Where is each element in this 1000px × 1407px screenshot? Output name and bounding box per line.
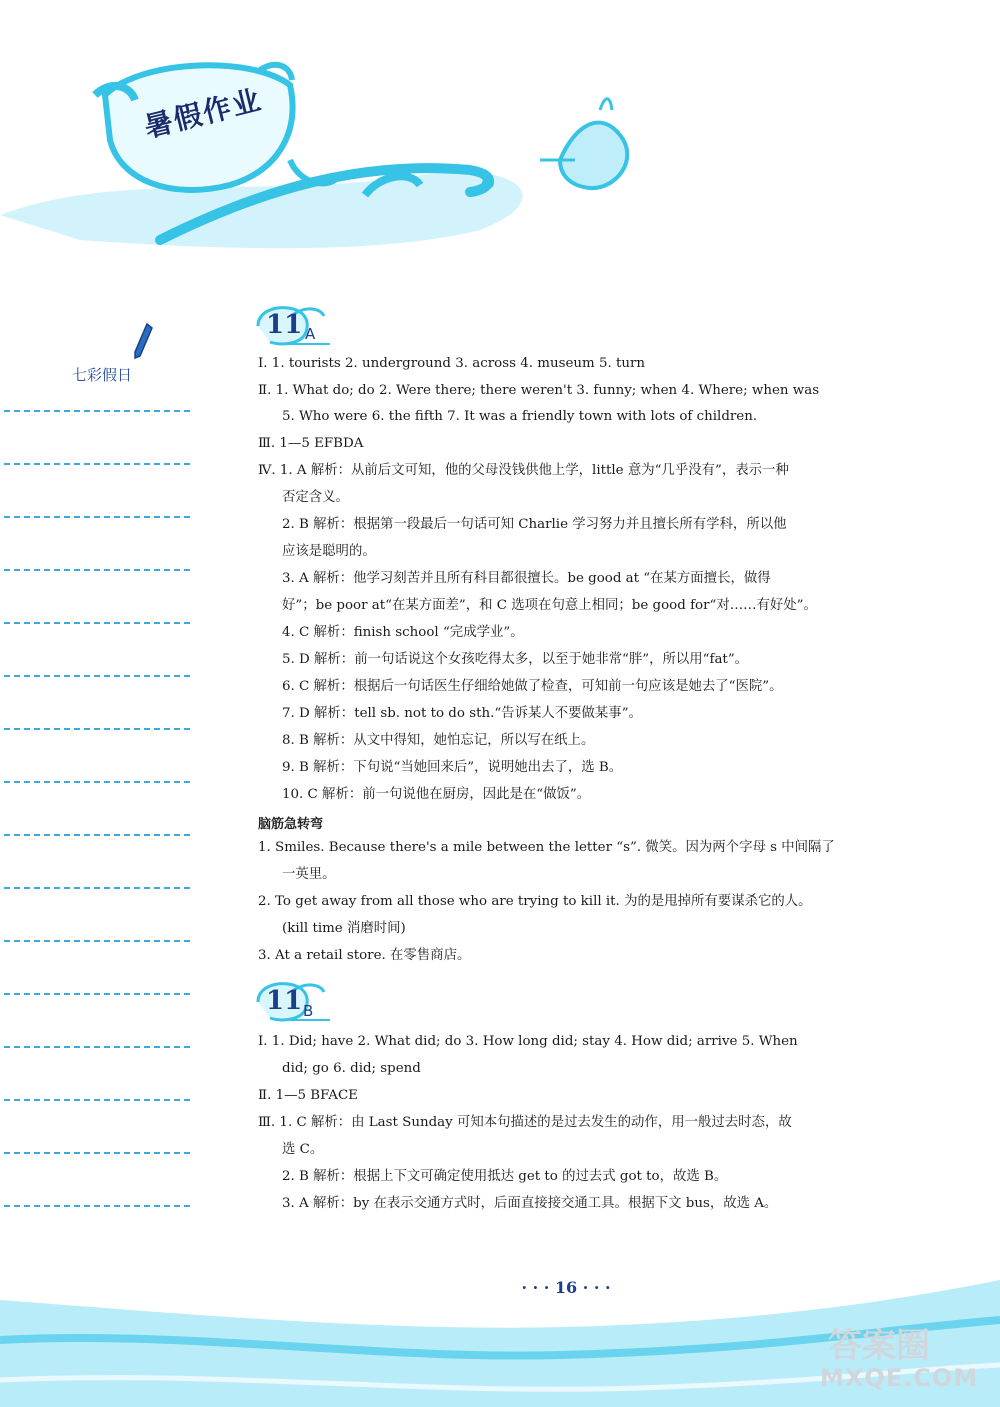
answer-line: 选 C。 bbox=[282, 1142, 324, 1157]
answer-line: Ⅲ. 1. C 解析：由 Last Sunday 可知本句描述的是过去发生的动作，用一般过去时态，故 bbox=[258, 1115, 792, 1130]
answer-line: Ⅱ. 1—5 BFACE bbox=[258, 1088, 358, 1103]
note-line bbox=[4, 940, 190, 942]
answer-line: 3. A 解析：by 在表示交通方式时，后面直接接交通工具。根据下文 bus，故选 A。 bbox=[282, 1196, 778, 1211]
note-line bbox=[4, 1099, 190, 1101]
answer-line: (kill time 消磨时间) bbox=[282, 921, 406, 936]
answer-line: Ⅳ. 1. A 解析：从前后文可知，他的父母没钱供他上学，little 意为“几乎没有”，表示一种 bbox=[258, 463, 789, 478]
pen-icon bbox=[132, 322, 154, 362]
answer-line: 5. Who were 6. the fifth 7. It was a friendly town with lots of children. bbox=[282, 409, 758, 424]
note-line bbox=[4, 781, 190, 783]
section-number: 11 bbox=[266, 310, 303, 340]
answer-line: Ⅰ. 1. tourists 2. underground 3. across 4. museum 5. turn bbox=[258, 356, 646, 371]
note-line bbox=[4, 1152, 190, 1154]
answer-line: Ⅱ. 1. What do; do 2. Were there; there weren't 3. funny; when 4. Where; when was bbox=[258, 383, 820, 398]
note-line bbox=[4, 463, 190, 465]
note-line bbox=[4, 834, 190, 836]
note-line bbox=[4, 1046, 190, 1048]
answer-line: 7. D 解析：tell sb. not to do sth.“告诉某人不要做某事”。 bbox=[282, 706, 642, 721]
answer-line: 3. At a retail store. 在零售商店。 bbox=[258, 948, 471, 963]
section-letter: A bbox=[305, 325, 316, 343]
answer-line: 好”；be poor at“在某方面差”，和 C 选项在句意上相同；be good for“对……有好处”。 bbox=[282, 598, 817, 613]
section-number: 11 bbox=[266, 986, 303, 1016]
page-number: · · · 16 · · · bbox=[521, 1278, 611, 1297]
answer-line: 5. D 解析：前一句话说这个女孩吃得太多，以至于她非常“胖”，所以用“fat”。 bbox=[282, 652, 749, 667]
note-line bbox=[4, 410, 190, 412]
answer-line: 3. A 解析：他学习刻苦并且所有科目都很擅长。be good at “在某方面擅长，做得 bbox=[282, 571, 771, 586]
watermark-brand: 答案圈 bbox=[828, 1326, 930, 1366]
answer-line: Ⅰ. 1. Did; have 2. What did; do 3. How long did; stay 4. How did; arrive 5. When bbox=[258, 1034, 798, 1049]
answer-line: 1. Smiles. Because there's a mile between the letter “s”. 微笑。因为两个字母 s 中间隔了 bbox=[258, 840, 835, 855]
section-letter: B bbox=[303, 1002, 314, 1020]
answer-line: 否定含义。 bbox=[282, 490, 349, 505]
banner-title: 暑假作业 bbox=[141, 82, 266, 144]
answer-line: Ⅲ. 1—5 EFBDA bbox=[258, 436, 364, 451]
answer-line: 6. C 解析：根据后一句话医生仔细给她做了检查，可知前一句应该是她去了“医院”。 bbox=[282, 679, 783, 694]
note-line bbox=[4, 887, 190, 889]
note-line bbox=[4, 622, 190, 624]
note-line bbox=[4, 993, 190, 995]
note-line bbox=[4, 728, 190, 730]
answer-line: 4. C 解析：finish school “完成学业”。 bbox=[282, 625, 524, 640]
answer-line: 8. B 解析：从文中得知，她怕忘记，所以写在纸上。 bbox=[282, 733, 595, 748]
answer-line: 10. C 解析：前一句说他在厨房，因此是在“做饭”。 bbox=[282, 787, 591, 802]
answer-line: 一英里。 bbox=[282, 867, 336, 882]
answer-line: 2. To get away from all those who are trying to kill it. 为的是甩掉所有要谋杀它的人。 bbox=[258, 894, 812, 909]
note-line bbox=[4, 569, 190, 571]
answer-line: 2. B 解析：根据上下文可确定使用抵达 get to 的过去式 got to，故选 B。 bbox=[282, 1169, 728, 1184]
note-line bbox=[4, 516, 190, 518]
note-line bbox=[4, 1205, 190, 1207]
brain-teaser-heading: 脑筋急转弯 bbox=[258, 817, 324, 832]
watermark-site: MXQE.COM bbox=[820, 1364, 979, 1392]
answer-line: 2. B 解析：根据第一段最后一句话可知 Charlie 学习努力并且擅长所有学科，所以他 bbox=[282, 517, 787, 532]
note-line bbox=[4, 675, 190, 677]
sidebar-label: 七彩假日 bbox=[72, 366, 133, 384]
answer-line: 9. B 解析：下句说“当她回来后”，说明她出去了，选 B。 bbox=[282, 760, 623, 775]
answer-line: 应该是聪明的。 bbox=[282, 544, 376, 559]
answer-line: did; go 6. did; spend bbox=[282, 1061, 421, 1076]
